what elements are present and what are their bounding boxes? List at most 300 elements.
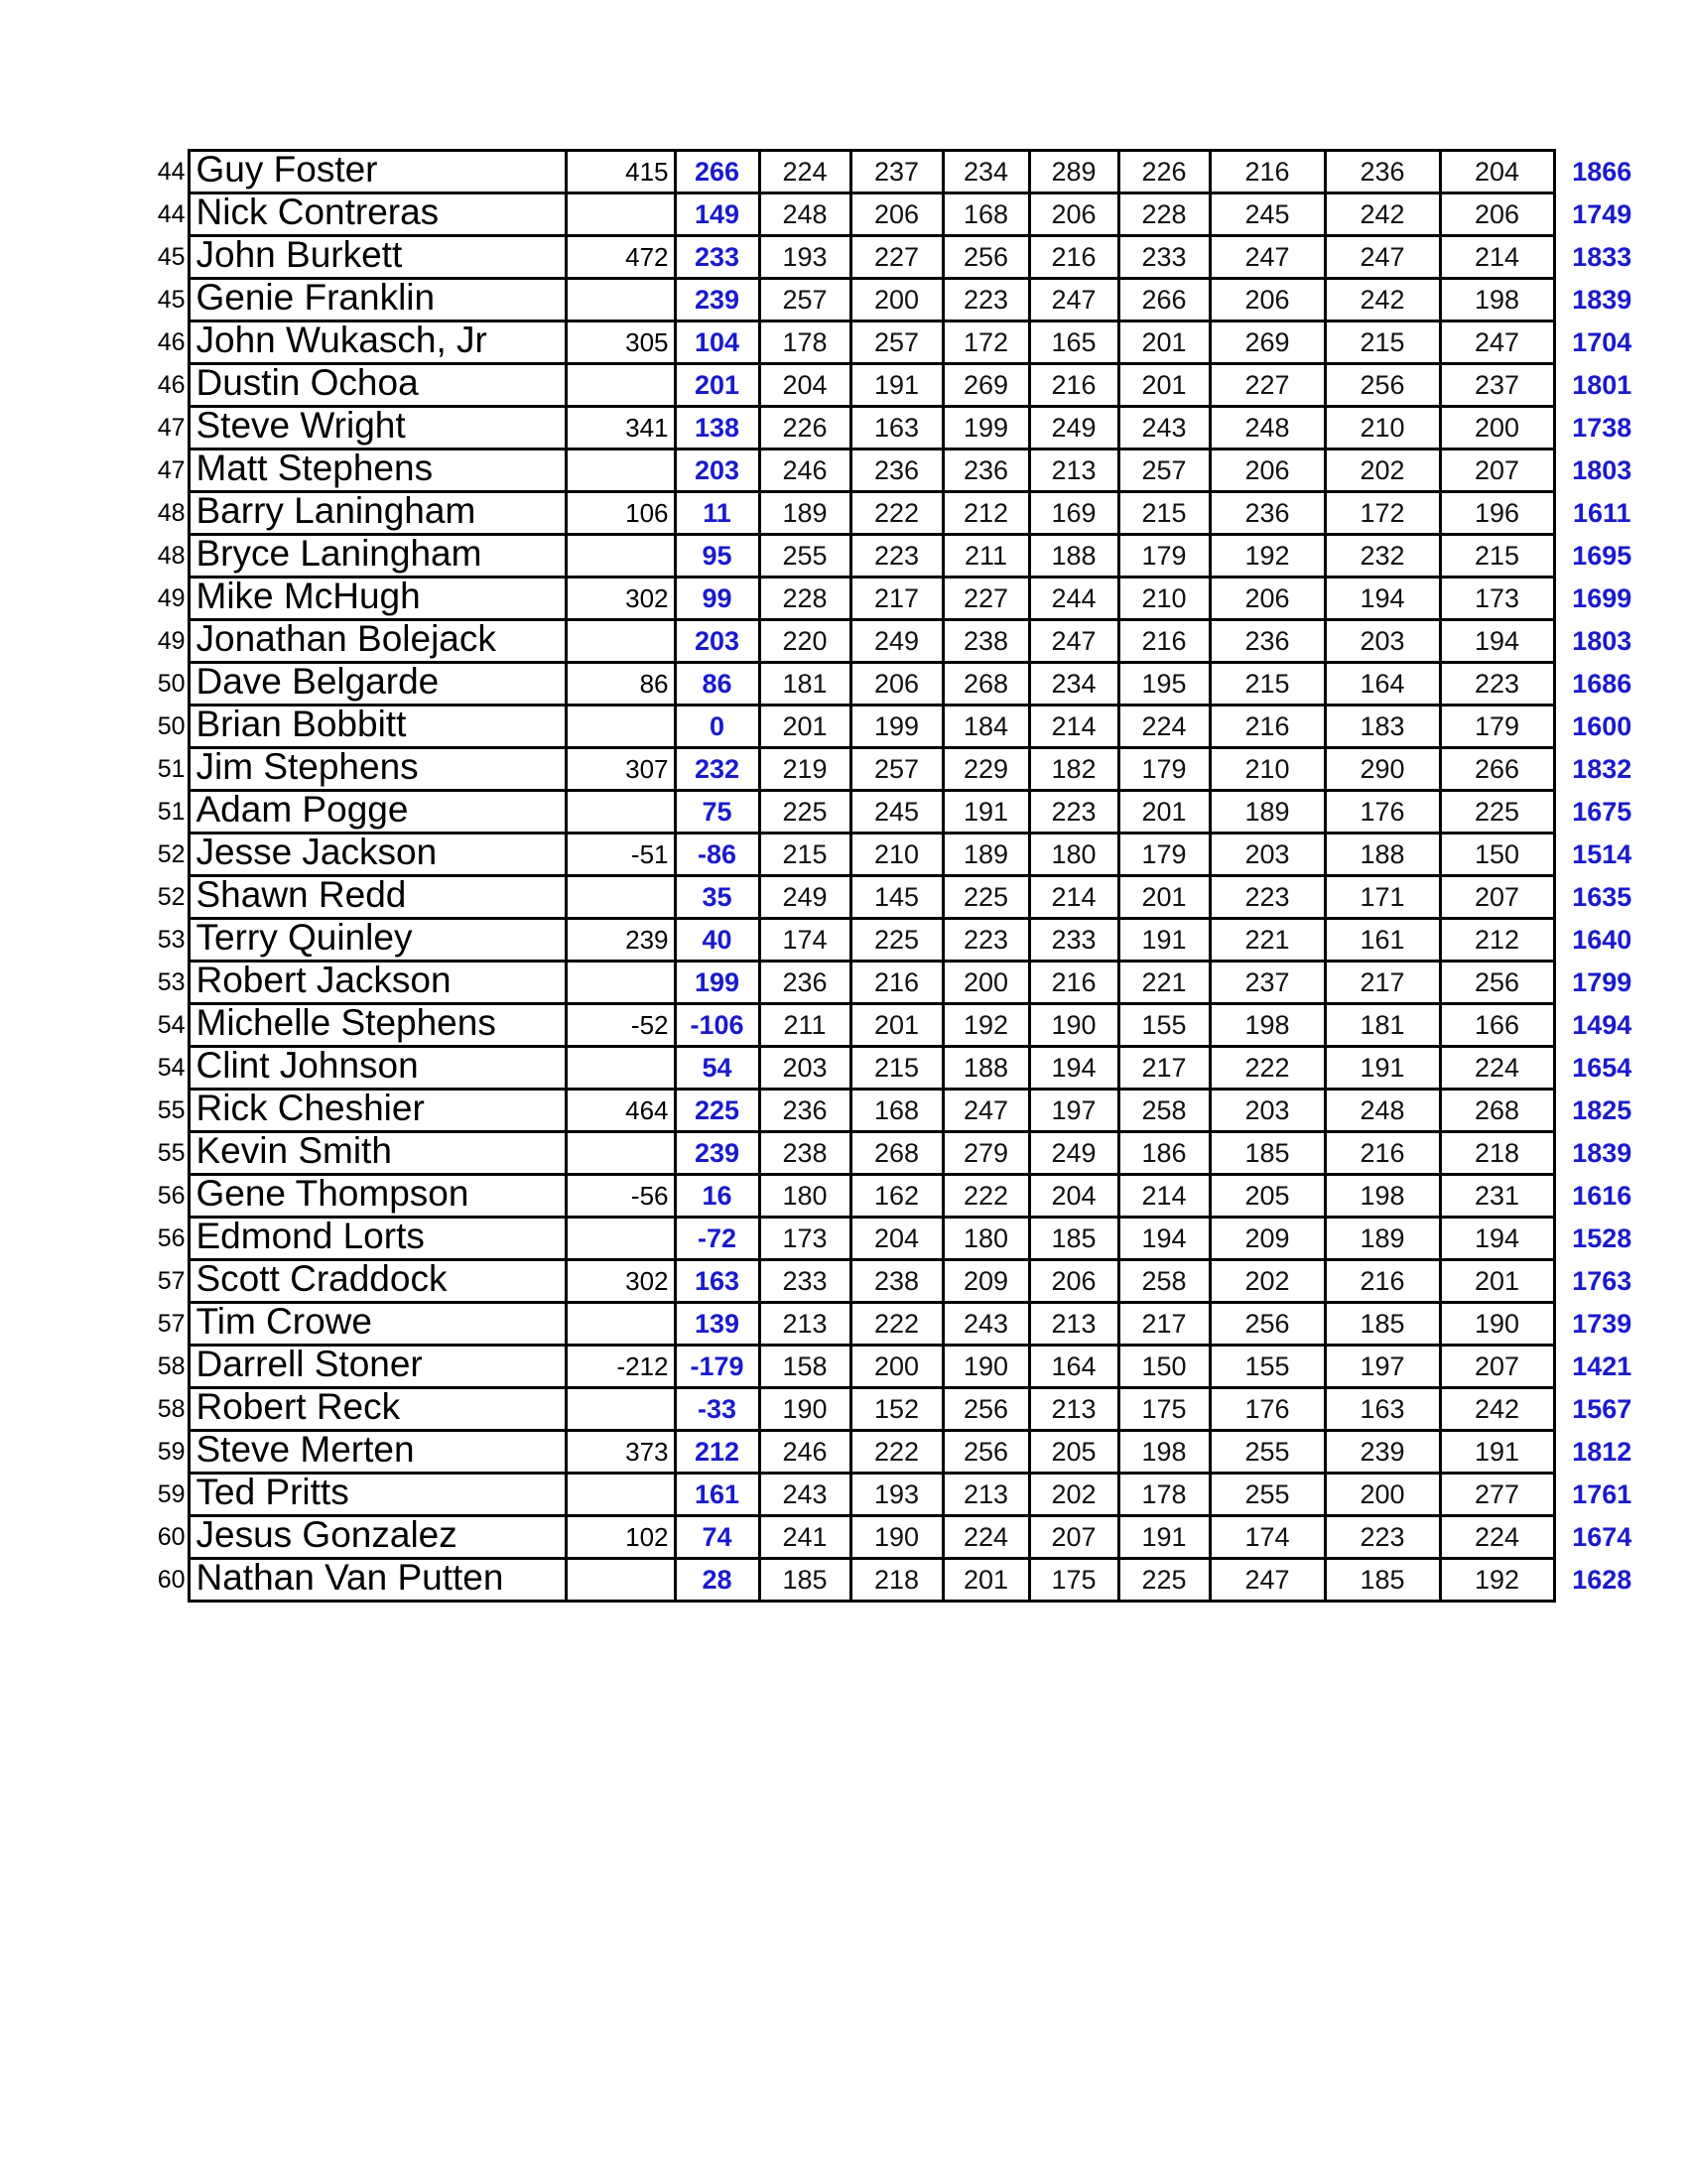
handicap-value — [566, 962, 675, 1004]
game-score-3: 238 — [943, 620, 1029, 663]
game-score-7: 216 — [1325, 1132, 1440, 1175]
game-score-1: 174 — [759, 919, 850, 962]
game-score-1: 185 — [759, 1559, 850, 1602]
game-score-7: 163 — [1325, 1388, 1440, 1431]
game-score-4: 214 — [1029, 876, 1118, 919]
game-score-7: 176 — [1325, 791, 1440, 834]
game-score-8: 190 — [1440, 1303, 1554, 1346]
rank-number: 44 — [157, 158, 186, 186]
handicap-value — [566, 1132, 675, 1175]
differential-value: 199 — [675, 962, 759, 1004]
game-score-6: 206 — [1210, 279, 1325, 321]
handicap-value: -52 — [566, 1004, 675, 1047]
player-name: John Burkett — [189, 236, 566, 279]
player-name: Terry Quinley — [189, 919, 566, 962]
rank-number: 58 — [157, 1395, 186, 1423]
game-score-3: 247 — [943, 1090, 1029, 1132]
total-score: 1611 — [1572, 498, 1631, 528]
game-score-4: 213 — [1029, 1388, 1118, 1431]
game-score-8: 224 — [1440, 1516, 1554, 1559]
differential-value: 0 — [675, 706, 759, 748]
game-score-8: 231 — [1440, 1175, 1554, 1218]
game-score-8: 200 — [1440, 407, 1554, 450]
standings-rows — [149, 151, 1648, 1602]
game-score-7: 216 — [1325, 1260, 1440, 1303]
game-score-8: 207 — [1440, 450, 1554, 492]
game-score-3: 222 — [943, 1175, 1029, 1218]
total-score: 1825 — [1572, 1095, 1632, 1125]
differential-value: 266 — [675, 151, 759, 193]
game-score-4: 233 — [1029, 919, 1118, 962]
game-score-6: 236 — [1210, 620, 1325, 663]
game-score-4: 205 — [1029, 1431, 1118, 1474]
game-score-6: 248 — [1210, 407, 1325, 450]
game-score-5: 175 — [1118, 1388, 1210, 1431]
differential-value: -179 — [675, 1346, 759, 1388]
game-score-4: 180 — [1029, 834, 1118, 876]
game-score-1: 219 — [759, 748, 850, 791]
game-score-1: 257 — [759, 279, 850, 321]
game-score-7: 171 — [1325, 876, 1440, 919]
rank-number: 53 — [157, 968, 186, 996]
game-score-7: 290 — [1325, 748, 1440, 791]
game-score-1: 220 — [759, 620, 850, 663]
game-score-2: 245 — [850, 791, 943, 834]
total-score: 1866 — [1572, 157, 1632, 187]
game-score-5: 195 — [1118, 663, 1210, 706]
handicap-value — [566, 1218, 675, 1260]
total-score: 1695 — [1572, 541, 1632, 571]
differential-value: 203 — [675, 450, 759, 492]
differential-value: 16 — [675, 1175, 759, 1218]
game-score-4: 194 — [1029, 1047, 1118, 1090]
game-score-6: 206 — [1210, 578, 1325, 620]
game-score-1: 158 — [759, 1346, 850, 1388]
differential-value: 239 — [675, 1132, 759, 1175]
handicap-value: 302 — [566, 578, 675, 620]
table-row — [149, 535, 1648, 578]
game-score-1: 226 — [759, 407, 850, 450]
game-score-8: 266 — [1440, 748, 1554, 791]
game-score-7: 198 — [1325, 1175, 1440, 1218]
game-score-5: 243 — [1118, 407, 1210, 450]
game-score-7: 248 — [1325, 1090, 1440, 1132]
game-score-1: 213 — [759, 1303, 850, 1346]
game-score-4: 249 — [1029, 1132, 1118, 1175]
game-score-2: 222 — [850, 1431, 943, 1474]
player-name: Genie Franklin — [189, 279, 566, 321]
game-score-7: 256 — [1325, 364, 1440, 407]
handicap-value — [566, 620, 675, 663]
game-score-5: 228 — [1118, 193, 1210, 236]
rank-number: 54 — [157, 1011, 186, 1039]
game-score-3: 256 — [943, 1431, 1029, 1474]
rank-number: 48 — [157, 542, 186, 570]
game-score-2: 215 — [850, 1047, 943, 1090]
game-score-2: 199 — [850, 706, 943, 748]
game-score-3: 201 — [943, 1559, 1029, 1602]
game-score-8: 207 — [1440, 876, 1554, 919]
game-score-4: 190 — [1029, 1004, 1118, 1047]
total-score: 1801 — [1572, 370, 1632, 400]
game-score-5: 155 — [1118, 1004, 1210, 1047]
game-score-4: 182 — [1029, 748, 1118, 791]
game-score-5: 179 — [1118, 748, 1210, 791]
game-score-6: 202 — [1210, 1260, 1325, 1303]
total-score: 1628 — [1572, 1565, 1632, 1595]
game-score-8: 194 — [1440, 1218, 1554, 1260]
player-name: Rick Cheshier — [189, 1090, 566, 1132]
game-score-2: 217 — [850, 578, 943, 620]
handicap-value — [566, 1559, 675, 1602]
total-score: 1635 — [1572, 882, 1632, 912]
handicap-value: 415 — [566, 151, 675, 193]
game-score-3: 227 — [943, 578, 1029, 620]
player-name: Tim Crowe — [189, 1303, 566, 1346]
player-name: Dave Belgarde — [189, 663, 566, 706]
table-row — [149, 1474, 1648, 1516]
game-score-3: 200 — [943, 962, 1029, 1004]
total-score: 1600 — [1572, 711, 1632, 741]
game-score-4: 223 — [1029, 791, 1118, 834]
differential-value: 138 — [675, 407, 759, 450]
total-score: 1839 — [1572, 1138, 1632, 1168]
table-row — [149, 1132, 1648, 1175]
differential-value: 95 — [675, 535, 759, 578]
total-score: 1674 — [1572, 1522, 1632, 1552]
game-score-7: 200 — [1325, 1474, 1440, 1516]
game-score-4: 188 — [1029, 535, 1118, 578]
differential-value: 40 — [675, 919, 759, 962]
game-score-2: 191 — [850, 364, 943, 407]
game-score-5: 191 — [1118, 1516, 1210, 1559]
game-score-8: 218 — [1440, 1132, 1554, 1175]
game-score-5: 179 — [1118, 535, 1210, 578]
game-score-4: 216 — [1029, 236, 1118, 279]
table-row — [149, 279, 1648, 321]
game-score-1: 190 — [759, 1388, 850, 1431]
game-score-8: 173 — [1440, 578, 1554, 620]
game-score-6: 222 — [1210, 1047, 1325, 1090]
differential-value: 54 — [675, 1047, 759, 1090]
game-score-3: 172 — [943, 321, 1029, 364]
handicap-value — [566, 1047, 675, 1090]
game-score-8: 194 — [1440, 620, 1554, 663]
game-score-4: 206 — [1029, 193, 1118, 236]
game-score-6: 237 — [1210, 962, 1325, 1004]
game-score-1: 225 — [759, 791, 850, 834]
game-score-4: 249 — [1029, 407, 1118, 450]
game-score-7: 242 — [1325, 193, 1440, 236]
rank-number: 57 — [157, 1267, 186, 1295]
game-score-5: 225 — [1118, 1559, 1210, 1602]
game-score-7: 188 — [1325, 834, 1440, 876]
total-score: 1803 — [1572, 455, 1632, 485]
game-score-3: 211 — [943, 535, 1029, 578]
game-score-2: 257 — [850, 321, 943, 364]
differential-value: 232 — [675, 748, 759, 791]
player-name: Jim Stephens — [189, 748, 566, 791]
handicap-value: 305 — [566, 321, 675, 364]
game-score-1: 236 — [759, 962, 850, 1004]
game-score-4: 207 — [1029, 1516, 1118, 1559]
differential-value: -72 — [675, 1218, 759, 1260]
game-score-6: 203 — [1210, 834, 1325, 876]
rank-number: 53 — [157, 926, 186, 954]
player-name: Shawn Redd — [189, 876, 566, 919]
differential-value: 28 — [675, 1559, 759, 1602]
player-name: Kevin Smith — [189, 1132, 566, 1175]
game-score-1: 224 — [759, 151, 850, 193]
game-score-2: 225 — [850, 919, 943, 962]
game-score-7: 223 — [1325, 1516, 1440, 1559]
game-score-8: 150 — [1440, 834, 1554, 876]
rank-number: 54 — [157, 1054, 186, 1082]
total-score: 1616 — [1572, 1181, 1632, 1211]
rank-number: 56 — [157, 1224, 186, 1252]
table-row — [149, 876, 1648, 919]
game-score-2: 257 — [850, 748, 943, 791]
game-score-6: 176 — [1210, 1388, 1325, 1431]
rank-number: 55 — [157, 1139, 186, 1167]
handicap-value — [566, 450, 675, 492]
player-name: Adam Pogge — [189, 791, 566, 834]
table-row — [149, 1175, 1648, 1218]
game-score-2: 268 — [850, 1132, 943, 1175]
game-score-6: 247 — [1210, 1559, 1325, 1602]
rank-number: 44 — [157, 200, 186, 228]
total-score: 1763 — [1572, 1266, 1632, 1296]
rank-number: 55 — [157, 1096, 186, 1124]
player-name: Darrell Stoner — [189, 1346, 566, 1388]
player-name: Clint Johnson — [189, 1047, 566, 1090]
game-score-2: 145 — [850, 876, 943, 919]
standings-table — [149, 149, 1648, 1603]
game-score-2: 162 — [850, 1175, 943, 1218]
differential-value: 149 — [675, 193, 759, 236]
game-score-5: 194 — [1118, 1218, 1210, 1260]
game-score-6: 255 — [1210, 1431, 1325, 1474]
player-name: Jesus Gonzalez — [189, 1516, 566, 1559]
game-score-2: 206 — [850, 193, 943, 236]
game-score-2: 237 — [850, 151, 943, 193]
game-score-2: 218 — [850, 1559, 943, 1602]
game-score-4: 234 — [1029, 663, 1118, 706]
total-score: 1761 — [1572, 1479, 1632, 1509]
game-score-8: 201 — [1440, 1260, 1554, 1303]
rank-number: 56 — [157, 1182, 186, 1210]
game-score-5: 258 — [1118, 1090, 1210, 1132]
differential-value: 99 — [675, 578, 759, 620]
table-row — [149, 1303, 1648, 1346]
game-score-4: 165 — [1029, 321, 1118, 364]
differential-value: 161 — [675, 1474, 759, 1516]
differential-value: 11 — [675, 492, 759, 535]
game-score-3: 256 — [943, 236, 1029, 279]
table-row — [149, 450, 1648, 492]
table-row — [149, 407, 1648, 450]
differential-value: -33 — [675, 1388, 759, 1431]
handicap-value — [566, 791, 675, 834]
differential-value: 225 — [675, 1090, 759, 1132]
game-score-7: 185 — [1325, 1303, 1440, 1346]
table-row — [149, 1346, 1648, 1388]
game-score-3: 269 — [943, 364, 1029, 407]
rank-number: 49 — [157, 627, 186, 655]
game-score-3: 225 — [943, 876, 1029, 919]
total-score: 1704 — [1572, 327, 1632, 357]
table-row — [149, 663, 1648, 706]
game-score-2: 206 — [850, 663, 943, 706]
rank-number: 52 — [157, 840, 186, 868]
differential-value: 163 — [675, 1260, 759, 1303]
standings-sheet — [149, 149, 1648, 1603]
game-score-3: 223 — [943, 919, 1029, 962]
game-score-7: 194 — [1325, 578, 1440, 620]
game-score-4: 164 — [1029, 1346, 1118, 1388]
game-score-3: 224 — [943, 1516, 1029, 1559]
game-score-5: 179 — [1118, 834, 1210, 876]
total-score: 1640 — [1572, 925, 1632, 955]
game-score-5: 216 — [1118, 620, 1210, 663]
game-score-6: 245 — [1210, 193, 1325, 236]
game-score-3: 189 — [943, 834, 1029, 876]
handicap-value — [566, 1388, 675, 1431]
game-score-3: 243 — [943, 1303, 1029, 1346]
player-name: Robert Reck — [189, 1388, 566, 1431]
rank-number: 57 — [157, 1310, 186, 1338]
game-score-2: 216 — [850, 962, 943, 1004]
game-score-8: 204 — [1440, 151, 1554, 193]
total-score: 1812 — [1572, 1437, 1632, 1467]
game-score-5: 201 — [1118, 791, 1210, 834]
table-row — [149, 1260, 1648, 1303]
game-score-8: 224 — [1440, 1047, 1554, 1090]
game-score-1: 211 — [759, 1004, 850, 1047]
table-row — [149, 1388, 1648, 1431]
game-score-8: 237 — [1440, 364, 1554, 407]
game-score-5: 150 — [1118, 1346, 1210, 1388]
differential-value: -106 — [675, 1004, 759, 1047]
handicap-value — [566, 364, 675, 407]
game-score-7: 202 — [1325, 450, 1440, 492]
game-score-7: 247 — [1325, 236, 1440, 279]
handicap-value: -212 — [566, 1346, 675, 1388]
game-score-6: 210 — [1210, 748, 1325, 791]
game-score-3: 223 — [943, 279, 1029, 321]
game-score-2: 163 — [850, 407, 943, 450]
table-row — [149, 1004, 1648, 1047]
game-score-4: 244 — [1029, 578, 1118, 620]
game-score-2: 200 — [850, 1346, 943, 1388]
game-score-5: 258 — [1118, 1260, 1210, 1303]
game-score-3: 279 — [943, 1132, 1029, 1175]
differential-value: 203 — [675, 620, 759, 663]
total-score: 1738 — [1572, 413, 1632, 443]
game-score-5: 191 — [1118, 919, 1210, 962]
game-score-4: 213 — [1029, 1303, 1118, 1346]
player-name: Ted Pritts — [189, 1474, 566, 1516]
player-name: Jonathan Bolejack — [189, 620, 566, 663]
game-score-5: 226 — [1118, 151, 1210, 193]
game-score-4: 197 — [1029, 1090, 1118, 1132]
game-score-1: 215 — [759, 834, 850, 876]
game-score-1: 201 — [759, 706, 850, 748]
game-score-3: 236 — [943, 450, 1029, 492]
handicap-value — [566, 1303, 675, 1346]
rank-number: 50 — [157, 712, 186, 740]
game-score-7: 183 — [1325, 706, 1440, 748]
differential-value: 239 — [675, 279, 759, 321]
game-score-3: 190 — [943, 1346, 1029, 1388]
game-score-1: 181 — [759, 663, 850, 706]
table-row — [149, 578, 1648, 620]
game-score-6: 255 — [1210, 1474, 1325, 1516]
game-score-5: 215 — [1118, 492, 1210, 535]
game-score-4: 204 — [1029, 1175, 1118, 1218]
game-score-3: 234 — [943, 151, 1029, 193]
game-score-2: 222 — [850, 1303, 943, 1346]
game-score-8: 207 — [1440, 1346, 1554, 1388]
table-row — [149, 151, 1648, 193]
game-score-2: 201 — [850, 1004, 943, 1047]
differential-value: 74 — [675, 1516, 759, 1559]
total-score: 1839 — [1572, 285, 1632, 315]
differential-value: -86 — [675, 834, 759, 876]
game-score-8: 206 — [1440, 193, 1554, 236]
game-score-8: 277 — [1440, 1474, 1554, 1516]
game-score-1: 178 — [759, 321, 850, 364]
player-name: Steve Merten — [189, 1431, 566, 1474]
table-row — [149, 834, 1648, 876]
handicap-value — [566, 876, 675, 919]
player-name: Edmond Lorts — [189, 1218, 566, 1260]
total-score: 1528 — [1572, 1223, 1632, 1253]
game-score-1: 204 — [759, 364, 850, 407]
differential-value: 104 — [675, 321, 759, 364]
game-score-2: 152 — [850, 1388, 943, 1431]
table-row — [149, 364, 1648, 407]
game-score-2: 193 — [850, 1474, 943, 1516]
player-name: Dustin Ochoa — [189, 364, 566, 407]
game-score-4: 202 — [1029, 1474, 1118, 1516]
table-row — [149, 919, 1648, 962]
game-score-7: 191 — [1325, 1047, 1440, 1090]
game-score-6: 206 — [1210, 450, 1325, 492]
game-score-3: 212 — [943, 492, 1029, 535]
total-score: 1654 — [1572, 1053, 1632, 1083]
total-score: 1675 — [1572, 797, 1632, 827]
game-score-7: 232 — [1325, 535, 1440, 578]
table-row — [149, 1218, 1648, 1260]
game-score-4: 169 — [1029, 492, 1118, 535]
rank-number: 46 — [157, 371, 186, 399]
game-score-6: 203 — [1210, 1090, 1325, 1132]
game-score-6: 223 — [1210, 876, 1325, 919]
game-score-8: 192 — [1440, 1559, 1554, 1602]
game-score-4: 213 — [1029, 450, 1118, 492]
game-score-4: 175 — [1029, 1559, 1118, 1602]
game-score-3: 229 — [943, 748, 1029, 791]
total-score: 1514 — [1572, 839, 1632, 869]
game-score-7: 236 — [1325, 151, 1440, 193]
game-score-7: 242 — [1325, 279, 1440, 321]
game-score-4: 206 — [1029, 1260, 1118, 1303]
player-name: Jesse Jackson — [189, 834, 566, 876]
game-score-6: 247 — [1210, 236, 1325, 279]
game-score-4: 214 — [1029, 706, 1118, 748]
game-score-6: 227 — [1210, 364, 1325, 407]
